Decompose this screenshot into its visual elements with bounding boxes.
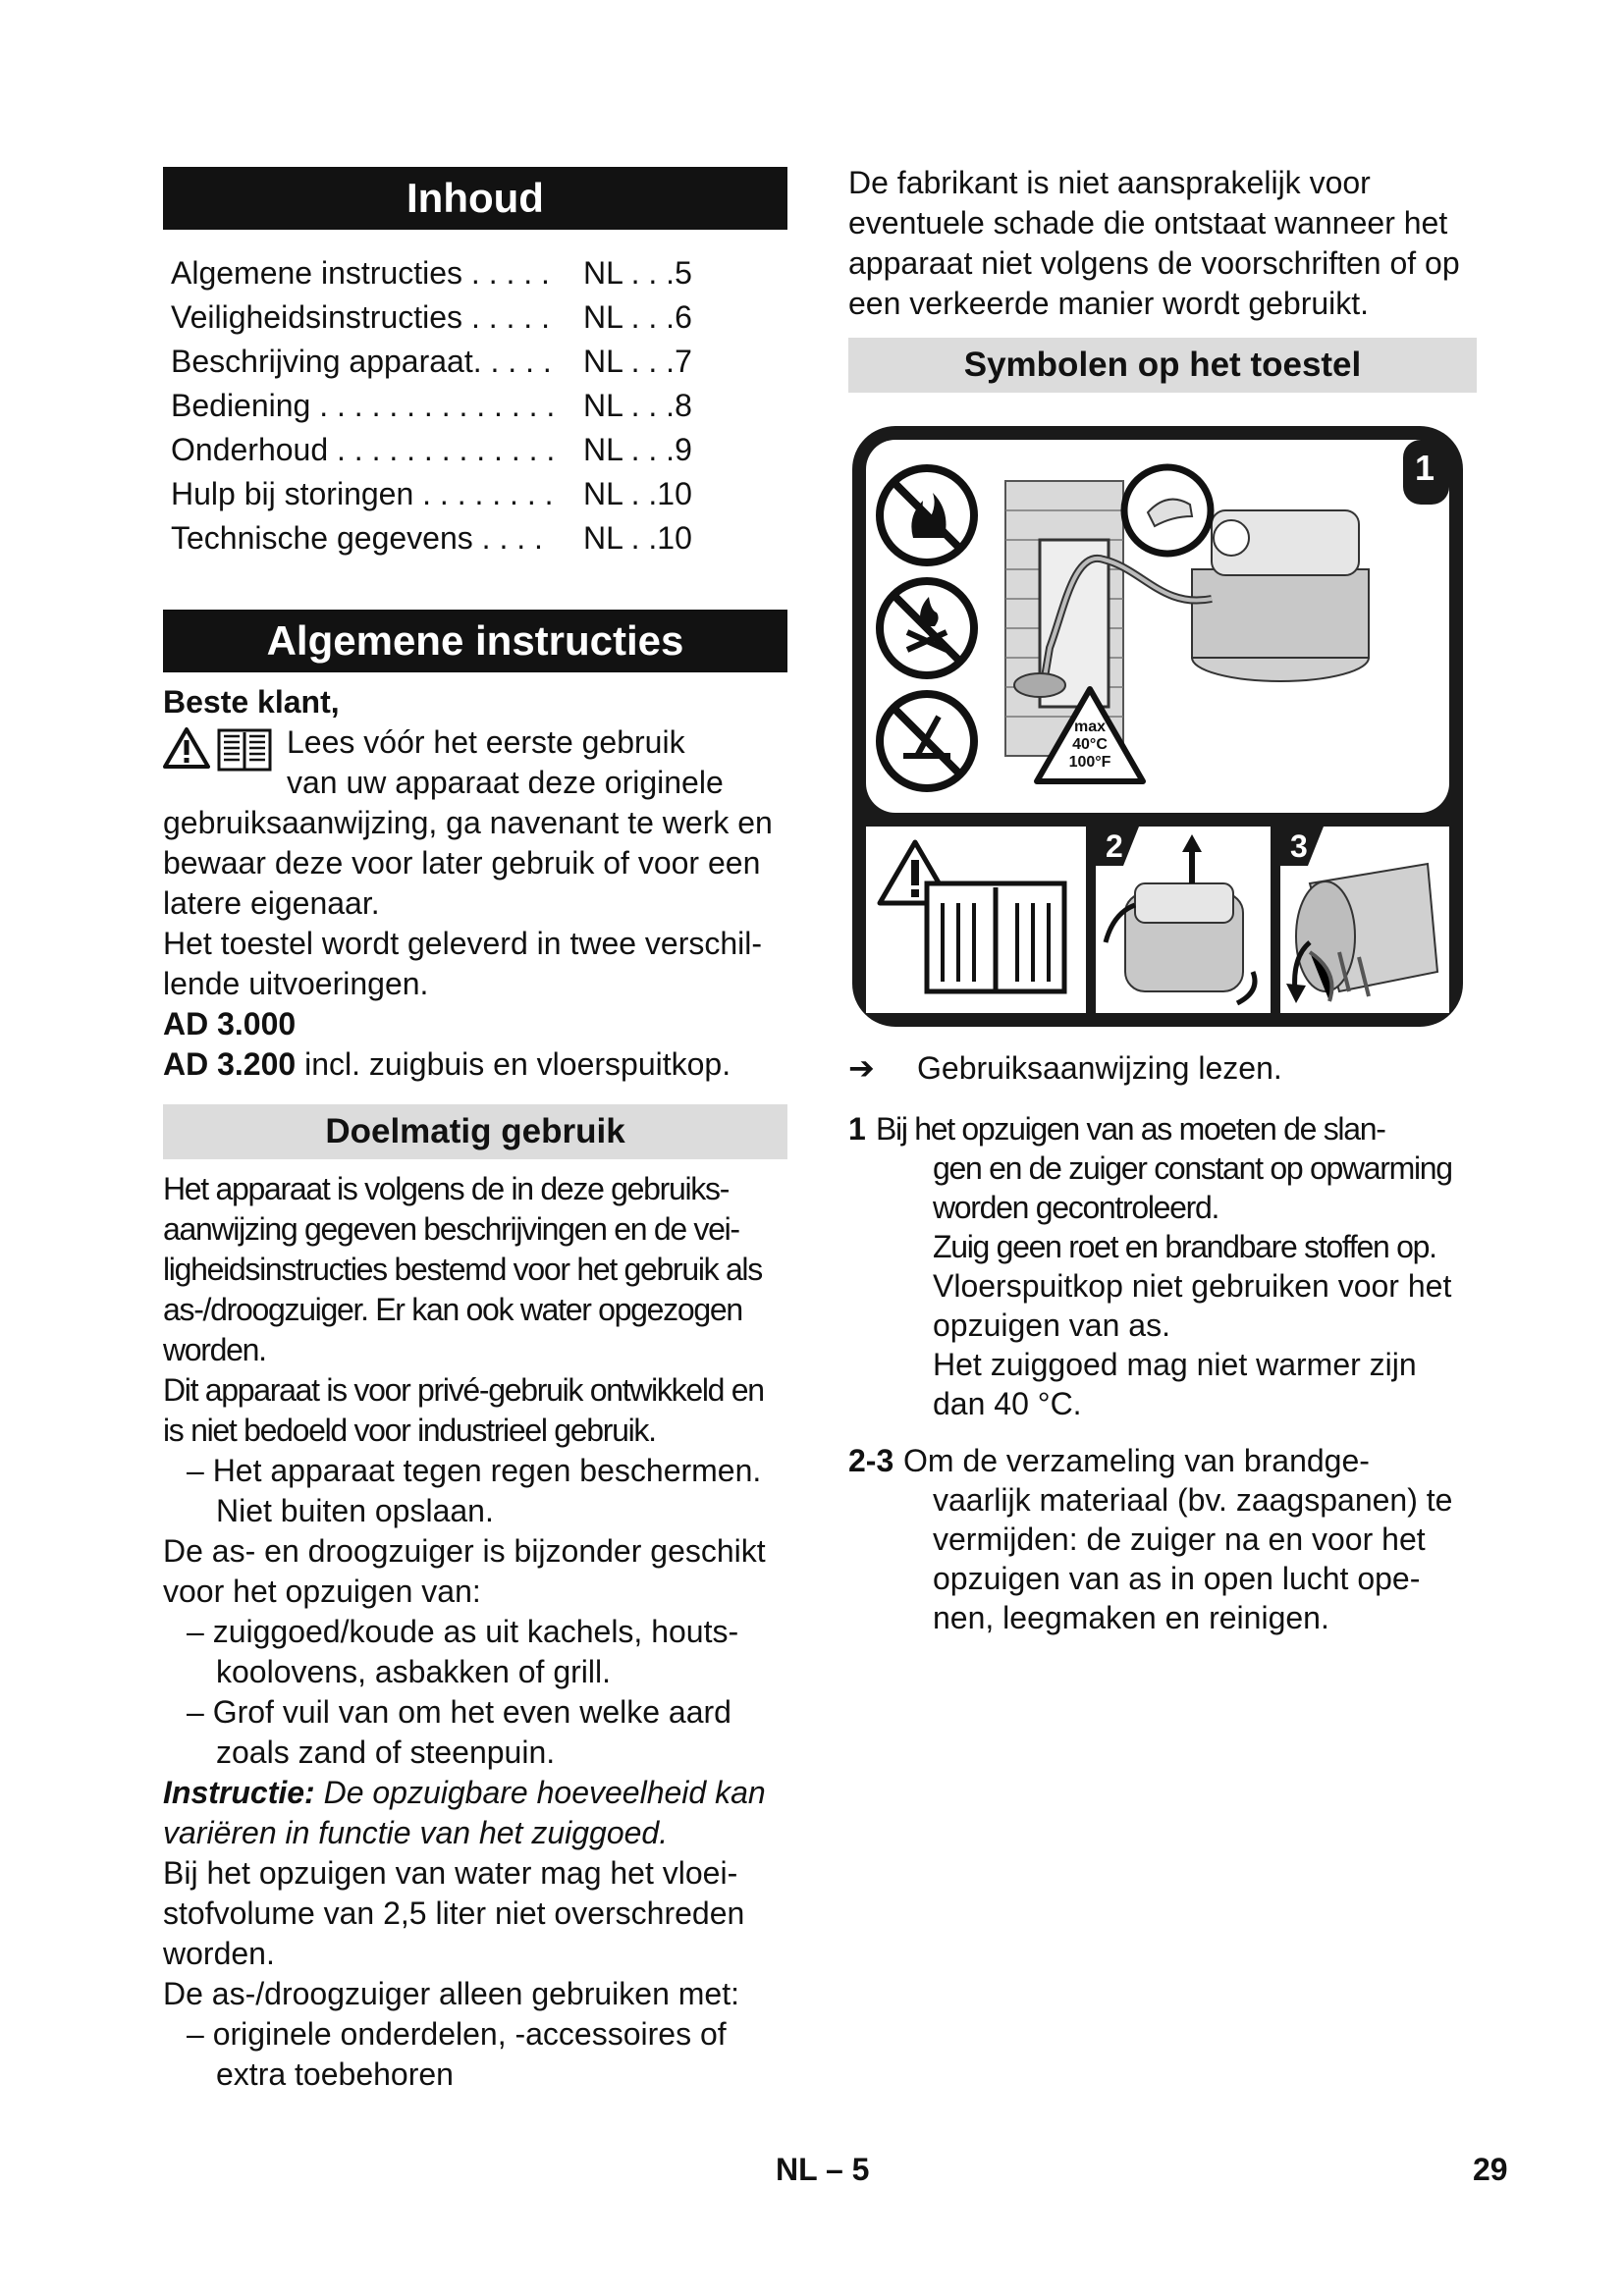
toc-row[interactable]: [171, 472, 787, 516]
footer-section: NL – 5: [776, 2152, 870, 2187]
toc-row[interactable]: [171, 516, 787, 561]
warning-intro: [163, 722, 787, 803]
item-number: 2-3: [848, 1443, 894, 1478]
symbols-figure: [848, 422, 1467, 1031]
intro-text: gebruiksaanwijzing, ga navenant te werk en bewaar deze voor later gebruik of voor een latere eigenaar.: [163, 805, 773, 921]
greeting: Beste klant,: [163, 684, 340, 720]
item-text: Bij het opzuigen van as moeten de slan-: [876, 1111, 1385, 1147]
list-item: – Grof vuil van om het even welke aard zoals zand of steenpuin.: [187, 1694, 731, 1770]
right-column: [848, 163, 1477, 1637]
toc-label: Algemene instructies . . . . .: [171, 255, 550, 291]
instruction-note: [163, 1773, 787, 1853]
read-manual-row: [848, 1048, 1477, 1088]
toc-page: NL . . .8: [583, 388, 692, 423]
figure-number-1: 1: [1415, 448, 1435, 488]
toc-label: Onderhoud . . . . . . . . . . . . .: [171, 432, 556, 467]
item-text-cont: vaarlijk materiaal (bv. zaagspanen) te vermijden: de zuiger na en voor het opzuigen van as in open lucht ope-nen, leegmaken en reinigen.: [933, 1482, 1453, 1635]
toc-heading: Inhoud: [163, 167, 787, 230]
left-column: [163, 167, 787, 2095]
toc-row[interactable]: [171, 251, 787, 295]
toc-label: Hulp bij storingen . . . . . . . .: [171, 476, 554, 511]
item-text-cont: gen en de zuiger constant op opwarming worden gecontroleerd.: [933, 1150, 1452, 1225]
no-flammable-icon: [880, 468, 974, 562]
list-item: – Het apparaat tegen regen beschermen. Niet buiten opslaan.: [187, 1453, 762, 1528]
item-text-cont: Zuig geen roet en brandbare stoffen op.: [933, 1229, 1436, 1264]
no-campfire-icon: [880, 581, 974, 675]
item-text-cont: Vloerspuitkop niet gebruiken voor het opzuigen van as.: [933, 1268, 1452, 1343]
no-floor-nozzle-icon: [880, 694, 974, 788]
symbol-item-1: [848, 1109, 1477, 1423]
toc-page: NL . . .6: [583, 299, 692, 335]
model-ad3000: AD 3.000: [163, 1006, 297, 1041]
warning-icons: [163, 726, 273, 774]
toc-page: NL . . .5: [583, 255, 692, 291]
model-ad3200-line: [163, 1044, 787, 1085]
intro-line-1: Lees vóór het eerste gebruik: [287, 724, 685, 760]
temperature-celsius: 40°C: [1072, 736, 1108, 753]
toc-page: NL . . .7: [583, 344, 692, 379]
item-number: 1: [848, 1111, 865, 1147]
section-heading-doelmatig: Doelmatig gebruik: [163, 1104, 787, 1159]
read-manual-text: Gebruiksaanwijzing lezen.: [917, 1050, 1282, 1086]
list-item: – zuiggoed/koude as uit kachels, houts-koolovens, asbakken of grill.: [187, 1614, 739, 1689]
section-heading-symbolen: Symbolen op het toestel: [848, 338, 1477, 393]
manual-book-icon: [216, 726, 273, 774]
doelmatig-p2: Dit apparaat is voor privé-gebruik ontwikkeld en is niet bedoeld voor industrieel gebruik.: [163, 1372, 764, 1448]
doelmatig-p4: Bij het opzuigen van water mag het vloei-stofvolume van 2,5 liter niet overschreden worden.: [163, 1855, 745, 1971]
warning-triangle-icon: [163, 726, 210, 770]
arrow-icon: ➔: [848, 1050, 875, 1086]
table-of-contents: [171, 251, 787, 561]
symbol-item-2-3-first: [848, 1441, 1477, 1480]
intro-line-2: van uw apparaat deze originele: [287, 765, 724, 800]
toc-row[interactable]: [171, 428, 787, 472]
model-ad3200-desc: incl. zuigbuis en vloerspuitkop.: [296, 1046, 731, 1082]
doelmatig-p3: De as- en droogzuiger is bijzonder geschikt voor het opzuigen van:: [163, 1533, 766, 1609]
toc-page: NL . .10: [583, 476, 692, 511]
toc-row[interactable]: [171, 295, 787, 340]
note-text: De opzuigbare hoeveelheid kan variëren in functie van het zuiggoed.: [163, 1775, 766, 1850]
symbols-figure-svg: [848, 422, 1467, 1031]
page-number: 29: [1473, 2152, 1508, 2187]
figure-number-3: 3: [1290, 828, 1308, 864]
figure-number-2: 2: [1106, 828, 1123, 864]
doelmatig-p5: De as-/droogzuiger alleen gebruiken met:: [163, 1976, 739, 2011]
toc-row[interactable]: [171, 384, 787, 428]
temperature-label: [1060, 719, 1119, 772]
item-text: Om de verzameling van brandge-: [903, 1443, 1370, 1478]
temperature-fahrenheit: 100°F: [1068, 754, 1111, 771]
symbol-item-1-first: [848, 1109, 1477, 1148]
liability-text: De fabrikant is niet aansprakelijk voor eventuele schade die ontstaat wanneer het apparaat niet volgens de voorschriften of op een verkeerde manier wordt gebruikt.: [848, 165, 1460, 321]
toc-label: Technische gegevens . . . .: [171, 520, 543, 556]
temperature-max: max: [1073, 719, 1107, 735]
item-text-cont: Het zuiggoed mag niet warmer zijn dan 40 °C.: [933, 1347, 1417, 1421]
note-label: Instructie:: [163, 1775, 315, 1810]
model-ad3200: AD 3.200: [163, 1046, 297, 1082]
toc-page: NL . .10: [583, 520, 692, 556]
doelmatig-p1: Het apparaat is volgens de in deze gebruiks-aanwijzing gegeven beschrijvingen en de vei-ligheidsinstructies bestemd voor het gebruik als as-/droogzuiger. Er kan ook water opgezogen worden.: [163, 1171, 762, 1367]
toc-label: Bediening . . . . . . . . . . . . . .: [171, 388, 556, 423]
toc-label: Veiligheidsinstructies . . . . .: [171, 299, 550, 335]
symbol-item-2-3: [848, 1441, 1477, 1637]
toc-row[interactable]: [171, 340, 787, 384]
section-heading-algemene: Algemene instructies: [163, 610, 787, 672]
versions-text: Het toestel wordt geleverd in twee verschil-lende uitvoeringen.: [163, 926, 763, 1001]
list-item: – originele onderdelen, -accessoires of extra toebehoren: [187, 2016, 727, 2092]
toc-label: Beschrijving apparaat. . . . .: [171, 344, 552, 379]
toc-page: NL . . .9: [583, 432, 692, 467]
